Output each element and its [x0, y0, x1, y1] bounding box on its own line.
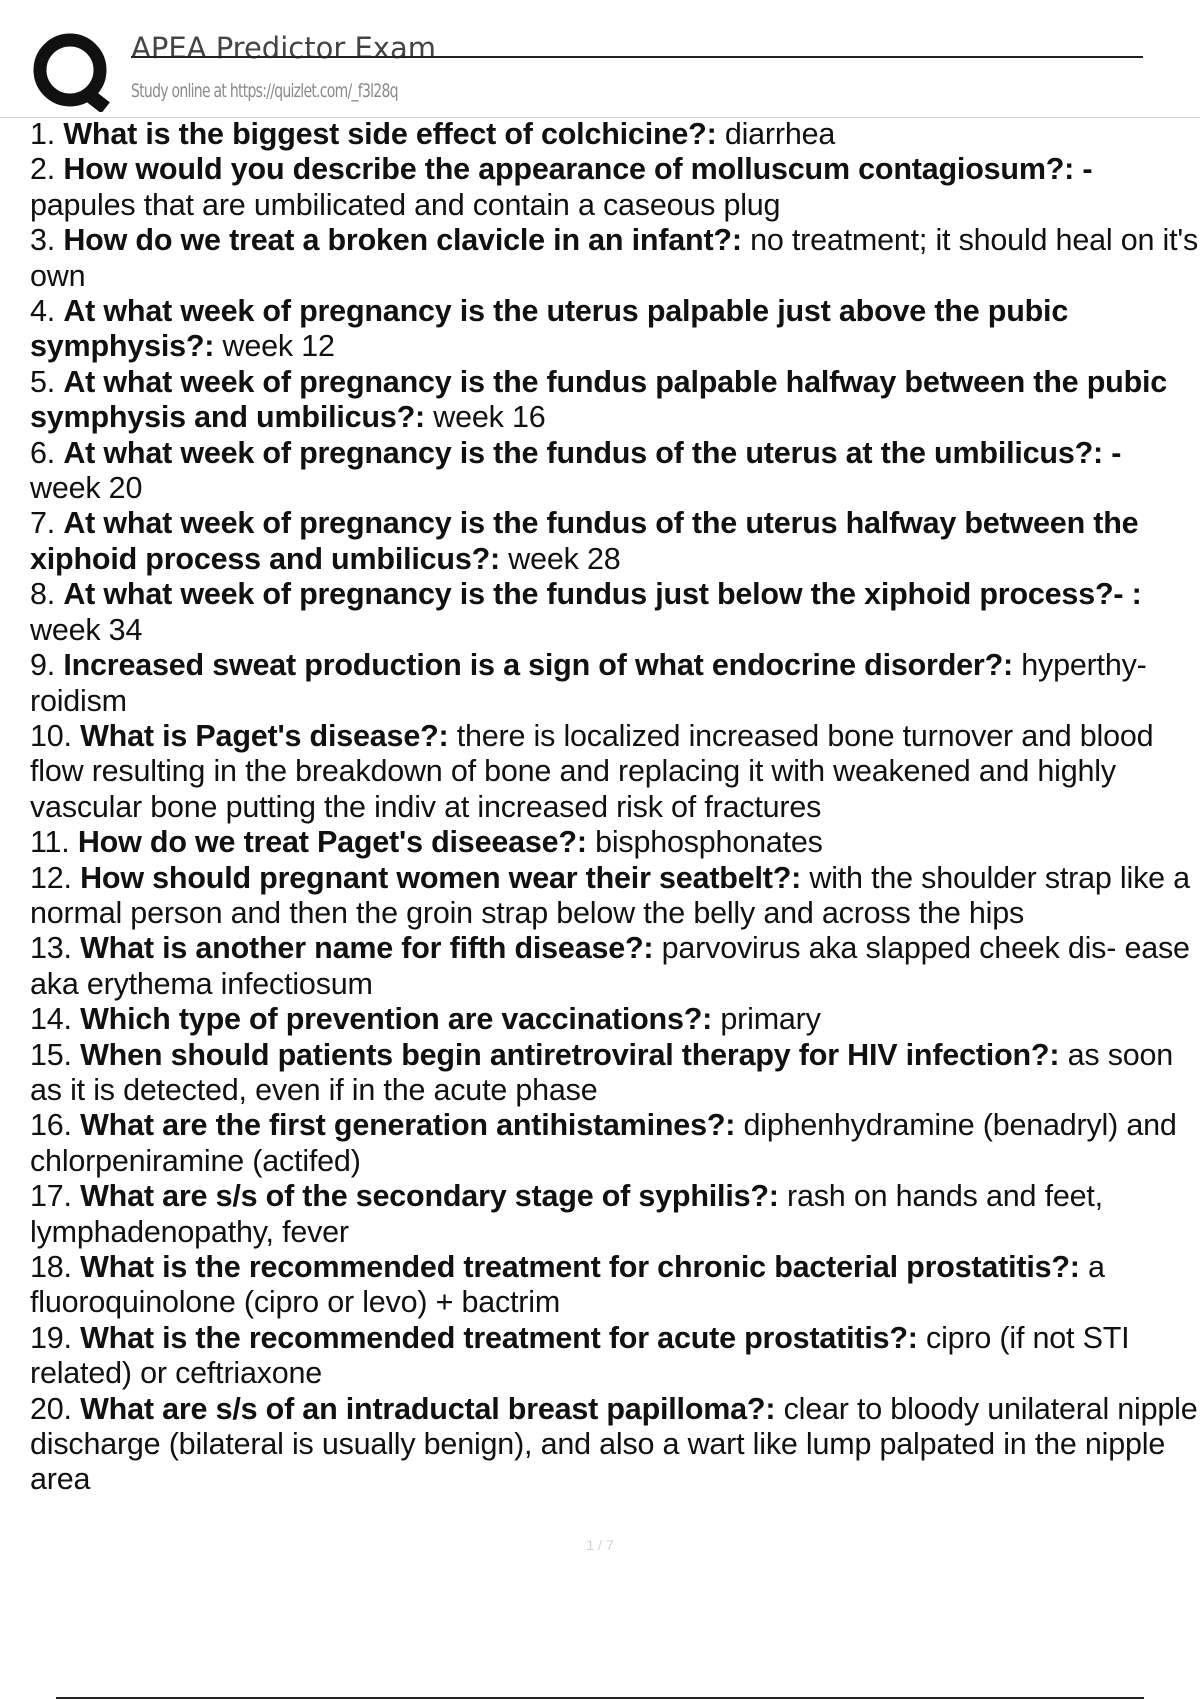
question-text: How do we treat a broken clavicle in an infant?:	[63, 223, 742, 258]
question-item	[30, 1321, 1198, 1392]
question-item	[30, 861, 1198, 932]
question-text: At what week of pregnancy is the fundus of the uterus at the umbilicus?: -	[63, 435, 1122, 470]
question-number: 3.	[30, 223, 56, 258]
answer-text: no treatment; it should heal on it's own	[30, 223, 1199, 293]
question-number: 14.	[30, 1002, 72, 1037]
question-item	[30, 1250, 1198, 1321]
question-number: 10.	[30, 718, 72, 753]
question-item	[30, 719, 1198, 825]
question-number: 13.	[30, 931, 72, 966]
question-item	[30, 1002, 1198, 1037]
answer-text: week 12	[222, 329, 335, 364]
question-number: 19.	[30, 1320, 72, 1355]
question-item	[30, 365, 1198, 436]
question-item	[30, 825, 1198, 860]
answer-text: week 16	[433, 400, 546, 435]
question-text: What is the recommended treatment for acute prostatitis?:	[80, 1320, 918, 1355]
question-item	[30, 648, 1198, 719]
question-number: 7.	[30, 506, 56, 541]
question-number: 12.	[30, 860, 72, 895]
study-online-link[interactable]: Study online at https://quizlet.com/_f3l28q	[131, 80, 398, 102]
header-rule	[131, 56, 1143, 58]
question-text: How should pregnant women wear their seatbelt?:	[80, 860, 802, 895]
answer-text: cipro (if not STI related) or ceftriaxone	[30, 1320, 1130, 1391]
question-text: How would you describe the appearance of molluscum contagiosum?: -	[63, 152, 1093, 187]
question-number: 4.	[30, 294, 56, 329]
document-title: APEA Predictor Exam	[131, 31, 436, 65]
question-text: What is another name for fifth disease?:	[80, 931, 654, 966]
page-header	[0, 0, 1200, 118]
answer-text: week 28	[508, 541, 621, 576]
question-text: What is the recommended treatment for chronic bacterial prostatitis?:	[80, 1250, 1080, 1284]
question-text: What are s/s of the secondary stage of syphilis?:	[80, 1179, 779, 1214]
question-item	[30, 1392, 1198, 1498]
question-item	[30, 1038, 1198, 1109]
question-text: At what week of pregnancy is the fundus of the uterus halfway between the xiphoid process and umbilicus?:	[30, 506, 1139, 576]
question-text: At what week of pregnancy is the fundus palpable halfway between the pubic symphysis and umbilicus?:	[30, 364, 1168, 435]
question-text: What are s/s of an intraductal breast papilloma?:	[80, 1391, 776, 1426]
answer-text: rash on hands and feet, lymphadenopathy, fever	[30, 1179, 1103, 1249]
question-item	[30, 931, 1198, 1002]
question-item	[30, 117, 1198, 152]
question-item	[30, 577, 1198, 648]
question-text: At what week of pregnancy is the fundus just below the xiphoid process?- :	[63, 577, 1142, 612]
question-item	[30, 152, 1198, 223]
question-number: 11.	[30, 825, 70, 860]
question-item	[30, 294, 1198, 365]
page-number: 1 / 7	[586, 1537, 614, 1553]
question-number: 2.	[30, 152, 56, 187]
question-item	[30, 1108, 1198, 1179]
answer-text: papules that are umbilicated and contain a caseous plug	[30, 187, 781, 222]
question-number: 6.	[30, 435, 56, 470]
question-number: 15.	[30, 1037, 72, 1072]
question-number: 8.	[30, 577, 56, 612]
answer-text: a fluoroquinolone (cipro or levo) + bactrim	[30, 1250, 1105, 1320]
question-text: Which type of prevention are vaccinations?:	[80, 1002, 713, 1037]
answer-text: there is localized increased bone turnover and blood flow resulting in the breakdown of bone and replacing it with weakened and highly vascular bone putting the indiv at increased risk of fractures	[30, 718, 1154, 824]
question-item	[30, 223, 1198, 294]
answer-text: week 20	[30, 471, 143, 506]
question-number: 20.	[30, 1391, 72, 1426]
question-list	[30, 117, 1198, 1498]
question-item	[30, 506, 1198, 577]
answer-text: with the shoulder strap like a normal person and then the groin strap below the belly and across the hips	[30, 860, 1190, 930]
question-text: How do we treat Paget's diseease?:	[77, 825, 587, 860]
question-text: Increased sweat production is a sign of what endocrine disorder?:	[63, 648, 1013, 683]
question-number: 16.	[30, 1108, 72, 1143]
question-text: What are the first generation antihistamines?:	[80, 1108, 736, 1143]
question-number: 18.	[30, 1250, 72, 1284]
answer-text: hyperthy- roidism	[30, 648, 1147, 718]
answer-text: as soon as it is detected, even if in the acute phase	[30, 1037, 1174, 1107]
question-item	[30, 1179, 1198, 1250]
answer-text: bisphosphonates	[595, 825, 823, 860]
question-number: 9.	[30, 648, 56, 683]
answer-text: parvovirus aka slapped cheek dis- ease aka erythema infectiosum	[30, 931, 1190, 1001]
question-text: What is Paget's disease?:	[80, 718, 449, 753]
answer-text: week 34	[30, 612, 143, 647]
question-text: At what week of pregnancy is the uterus palpable just above the pubic symphysis?:	[30, 294, 1069, 364]
question-number: 17.	[30, 1179, 72, 1214]
question-number: 1.	[30, 117, 56, 151]
footer-rule	[56, 1697, 1144, 1699]
question-text: What is the biggest side effect of colchicine?:	[63, 117, 717, 151]
question-number: 5.	[30, 364, 56, 399]
question-text: When should patients begin antiretroviral therapy for HIV infection?:	[80, 1037, 1060, 1072]
question-item	[30, 436, 1198, 507]
answer-text: diphenhydramine (benadryl) and chlorpeniramine (actifed)	[30, 1108, 1177, 1178]
answer-text: clear to bloody unilateral nipple discharge (bilateral is usually benign), and also a wart like lump palpated in the nipple area	[30, 1391, 1198, 1497]
quizlet-logo-icon	[32, 32, 112, 112]
answer-text: diarrhea	[724, 117, 836, 151]
answer-text: primary	[720, 1002, 821, 1037]
